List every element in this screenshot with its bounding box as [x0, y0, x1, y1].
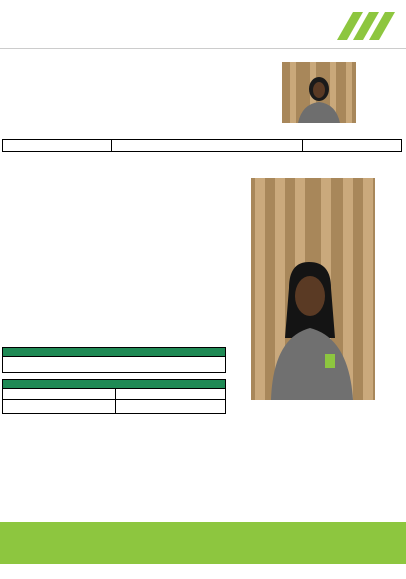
arabic-ar	[59, 389, 116, 400]
arabic-value	[3, 400, 116, 414]
experience-label	[3, 348, 128, 357]
experience-table	[2, 347, 226, 373]
worker-name-ar	[303, 140, 402, 152]
worker-name-label	[3, 140, 112, 152]
language-label	[3, 380, 116, 389]
footer	[0, 522, 406, 564]
language-table	[2, 379, 226, 414]
english-ar	[172, 389, 226, 400]
company-logo	[337, 12, 397, 40]
english-label	[116, 389, 173, 400]
worker-name-value	[112, 140, 303, 152]
english-value	[116, 400, 226, 414]
worker-photo-small	[282, 62, 356, 123]
arabic-label	[3, 389, 60, 400]
worker-name-table	[2, 139, 402, 152]
language-ar	[116, 380, 226, 389]
header	[0, 0, 406, 49]
experience-value	[3, 357, 226, 373]
worker-photo-large	[251, 178, 375, 400]
experience-ar	[127, 348, 226, 357]
